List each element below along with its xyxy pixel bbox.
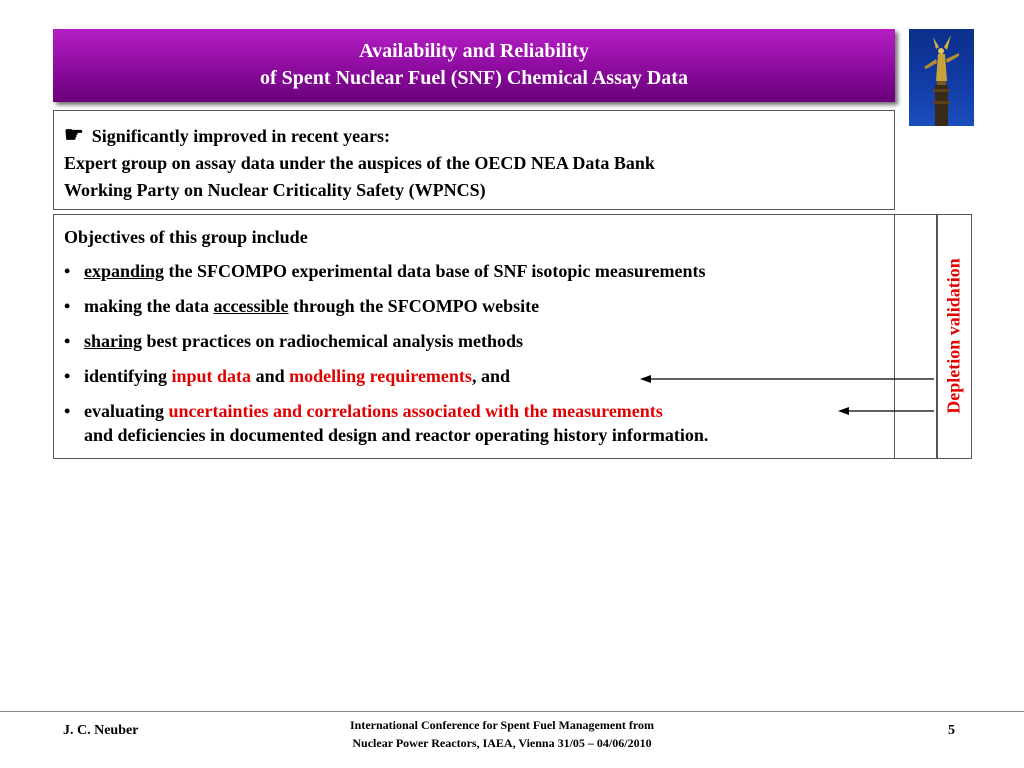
item-highlight: uncertainties and correlations associated with the measurements bbox=[168, 401, 663, 421]
intro-line-2: Expert group on assay data under the auspices of the OECD NEA Data Bank bbox=[64, 153, 655, 173]
item-keyword: expanding bbox=[84, 261, 165, 281]
arrow-uncertainties bbox=[838, 407, 934, 415]
footer-conference bbox=[300, 716, 704, 752]
item-keyword: accessible bbox=[213, 296, 289, 316]
bullet: • bbox=[64, 331, 71, 351]
footer-conference-line-1: International Conference for Spent Fuel Management from bbox=[350, 718, 654, 732]
footer-author: J. C. Neuber bbox=[63, 723, 139, 738]
bullet: • bbox=[64, 401, 71, 421]
bullet: • bbox=[64, 261, 71, 281]
bullet: • bbox=[64, 296, 71, 316]
intro-heading: Significantly improved in recent years: bbox=[91, 126, 391, 146]
item-text: identifying bbox=[84, 366, 172, 386]
depletion-validation-label: Depletion validation bbox=[943, 258, 964, 414]
item-highlight: input data bbox=[171, 366, 252, 386]
arrow-input-data bbox=[640, 375, 934, 383]
footer-conference-line-2: Nuclear Power Reactors, IAEA, Vienna 31/05 – 04/06/2010 bbox=[352, 736, 652, 750]
item-text: through the SFCOMPO website bbox=[288, 296, 540, 316]
slide-title-line-1: Availability and Reliability bbox=[359, 40, 589, 62]
slide-title-line-2: of Spent Nuclear Fuel (SNF) Chemical Assay Data bbox=[260, 67, 688, 89]
item-text: the SFCOMPO experimental data base of SNF isotopic measurements bbox=[164, 261, 706, 281]
item-keyword: sharing bbox=[84, 331, 143, 351]
page-number: 5 bbox=[948, 723, 955, 738]
footer-divider bbox=[0, 711, 1024, 712]
intro-line-3: Working Party on Nuclear Criticality Safety (WPNCS) bbox=[64, 180, 486, 200]
item-text: and bbox=[251, 366, 290, 386]
objectives-heading: Objectives of this group include bbox=[64, 227, 308, 247]
pointing-hand-icon: ☛ bbox=[64, 122, 84, 147]
item-highlight: modelling requirements bbox=[289, 366, 472, 386]
item-text: evaluating bbox=[84, 401, 169, 421]
bullet: • bbox=[64, 366, 71, 386]
item-text: making the data bbox=[84, 296, 214, 316]
item-text: , and bbox=[471, 366, 510, 386]
list-item-continuation: and deficiencies in documented design and reactor operating history information. bbox=[84, 425, 709, 445]
item-text: best practices on radiochemical analysis methods bbox=[142, 331, 524, 351]
